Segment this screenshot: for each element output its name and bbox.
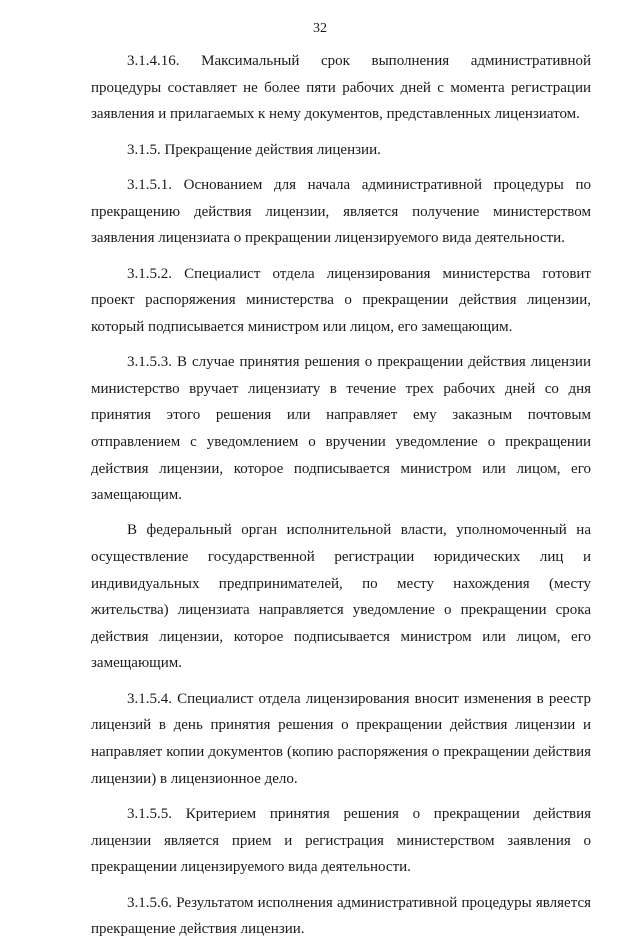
paragraph-federal-notice: В федеральный орган исполнительной власти, уполномоченный на осуществление государственной регистрации юридических лиц и индивидуальных предпринимателей, по месту нахождения (месту жительства) лицензиата направляется уведомление о прекращении срока действия лицензии, которое подписывается министром или лицом, его замещающим. <box>91 522 591 672</box>
paragraph-3-1-5-1: 3.1.5.1. Основанием для начала административной процедуры по прекращению действия лицензии, является получение министерством заявления лицензиата о прекращении лицензируемого вида деятельности. <box>91 176 591 247</box>
section-heading-3-1-5: 3.1.5. Прекращение действия лицензии. <box>127 141 381 158</box>
paragraph-3-1-5-4: 3.1.5.4. Специалист отдела лицензирования вносит изменения в реестр лицензий в день принятия решения о прекращении действия лицензии и направляет копии документов (копию распоряжения о прекращении действия лицензии) в лицензионное дело. <box>91 690 591 787</box>
paragraph-3-1-5-2: 3.1.5.2. Специалист отдела лицензирования министерства готовит проект распоряжения министерства о прекращении действия лицензии, который подписывается министром или лицом, его замещающим. <box>91 265 591 335</box>
document-body <box>91 48 591 952</box>
page-number: 32 <box>313 21 327 36</box>
paragraph-3-1-4-16: 3.1.4.16. Максимальный срок выполнения административной процедуры составляет не более пяти рабочих дней с момента регистрации заявления и прилагаемых к нему документов, представленных лицензиатом. <box>91 53 591 123</box>
paragraph-3-1-5-3: 3.1.5.3. В случае принятия решения о прекращении действия лицензии министерство вручает лицензиату в течение трех рабочих дней со дня принятия этого решения или направляет ему заказным почтовым отправлением с уведомлением о вручении уведомление о прекращении действия лицензии, которое подписывается министром или лицом, его замещающим. <box>91 354 591 504</box>
paragraph-3-1-5-6: 3.1.5.6. Результатом исполнения административной процедуры является прекращение действия лицензии. <box>91 894 591 938</box>
paragraph-3-1-5-5: 3.1.5.5. Критерием принятия решения о прекращении действия лицензии является прием и регистрация министерством заявления о прекращении лицензируемого вида деятельности. <box>91 806 591 876</box>
